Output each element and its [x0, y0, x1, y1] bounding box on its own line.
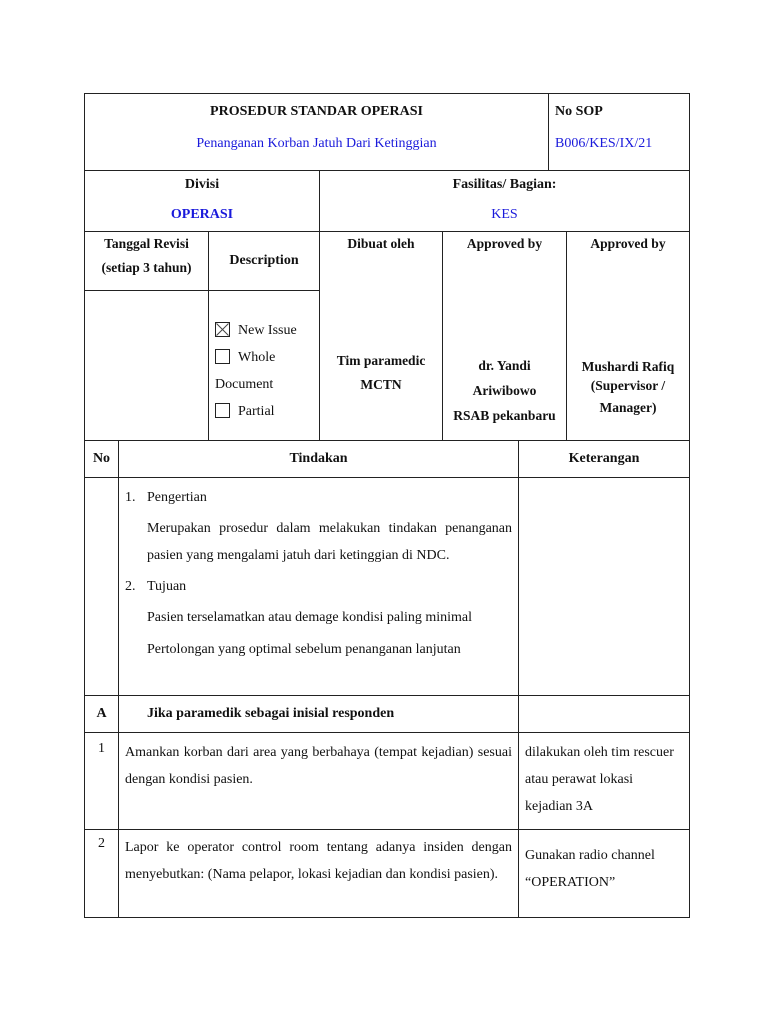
col-keterangan-header: Keterangan	[519, 441, 690, 478]
approver1-org: RSAB pekanbaru	[453, 408, 556, 423]
divisi-value: OPERASI	[170, 207, 234, 222]
section-a-keterangan	[519, 696, 690, 733]
divisi-cell	[85, 171, 320, 232]
sop-number: B006/KES/IX/21	[555, 136, 653, 151]
sop-cell	[549, 94, 690, 171]
row-2-tindakan: Lapor ke operator control room tentang adanya insiden dengan menyebutkan: (Nama pelapor, lokasi kejadian dan kondisi pasien).	[119, 830, 519, 918]
doc-title: PROSEDUR STANDAR OPERASI	[210, 104, 423, 119]
approved-label-2: Approved by	[590, 236, 666, 251]
section-a-title: Jika paramedik sebagai inisial responden	[119, 696, 519, 733]
doc-subtitle: Penanganan Korban Jatuh Dari Ketinggian	[196, 136, 437, 151]
row-1-no: 1	[85, 733, 119, 830]
description-header	[209, 232, 320, 291]
sop-label: No SOP	[555, 104, 603, 119]
intro-item-2-text-2: Pertolongan yang optimal sebelum penanganan lanjutan	[147, 642, 461, 657]
dibuat-cell	[320, 232, 443, 441]
tanggal-revisi-header	[85, 232, 209, 291]
checkbox-icon[interactable]	[215, 403, 230, 418]
option-new-issue[interactable]: New Issue	[215, 317, 319, 344]
section-a-label: A	[85, 696, 119, 733]
intro-item-1-text: Merupakan prosedur dalam melakukan tindakan penanganan pasien yang mengalami jatuh dari ketinggian di NDC.	[147, 521, 512, 563]
divisi-label: Divisi	[184, 177, 220, 192]
fasilitas-label: Fasilitas/ Bagian:	[452, 177, 557, 192]
approver1-name-2: Ariwibowo	[472, 383, 537, 398]
row-2-no: 2	[85, 830, 119, 918]
procedure-table	[84, 440, 690, 918]
intro-item-1: 1. Pengertian	[125, 490, 207, 505]
col-no-header: No	[85, 441, 119, 478]
intro-item-1-title: Pengertian	[147, 490, 207, 505]
dibuat-value-2: MCTN	[360, 377, 402, 392]
tanggal-revisi-sublabel: (setiap 3 tahun)	[101, 260, 192, 275]
intro-item-2-title: Tujuan	[147, 579, 187, 594]
intro-item-2: 2. Tujuan	[125, 579, 187, 594]
revision-table	[84, 231, 690, 441]
header-table	[84, 93, 690, 171]
intro-keterangan	[519, 478, 690, 696]
approver1-name-1: dr. Yandi	[478, 358, 531, 373]
checked-box-icon[interactable]	[215, 322, 230, 337]
sop-document	[84, 93, 689, 918]
approver2-cell	[567, 232, 690, 441]
title-cell	[85, 94, 549, 171]
description-label: Description	[229, 253, 299, 269]
intro-item-2-text-1: Pasien terselamatkan atau demage kondisi paling minimal	[147, 610, 473, 625]
option-document-label: Document	[215, 377, 274, 393]
checkbox-icon[interactable]	[215, 349, 230, 364]
approver2-role-2: Manager)	[599, 400, 657, 415]
approver2-role-1: (Supervisor /	[590, 378, 666, 393]
tanggal-revisi-value	[85, 291, 209, 441]
division-table	[84, 170, 690, 232]
approver2-name: Mushardi Rafiq	[581, 359, 675, 374]
col-tindakan-header: Tindakan	[119, 441, 519, 478]
approver1-cell	[443, 232, 567, 441]
fasilitas-cell	[320, 171, 690, 232]
row-1-keterangan: dilakukan oleh tim rescuer atau perawat lokasi kejadian 3A	[519, 733, 690, 830]
option-partial[interactable]: Partial	[215, 398, 319, 425]
fasilitas-value: KES	[491, 207, 518, 222]
approved-label-1: Approved by	[466, 236, 543, 251]
tanggal-revisi-label: Tanggal Revisi	[104, 236, 189, 251]
row-2-keterangan: Gunakan radio channel “OPERATION”	[519, 830, 690, 918]
intro-content	[119, 478, 519, 696]
row-1-tindakan: Amankan korban dari area yang berbahaya (tempat kejadian) sesuai dengan kondisi pasien.	[119, 733, 519, 830]
dibuat-label: Dibuat oleh	[347, 236, 415, 251]
intro-no	[85, 478, 119, 696]
description-options	[209, 291, 320, 441]
dibuat-value-1: Tim paramedic	[336, 353, 426, 368]
option-whole-document[interactable]: Whole	[215, 344, 319, 371]
